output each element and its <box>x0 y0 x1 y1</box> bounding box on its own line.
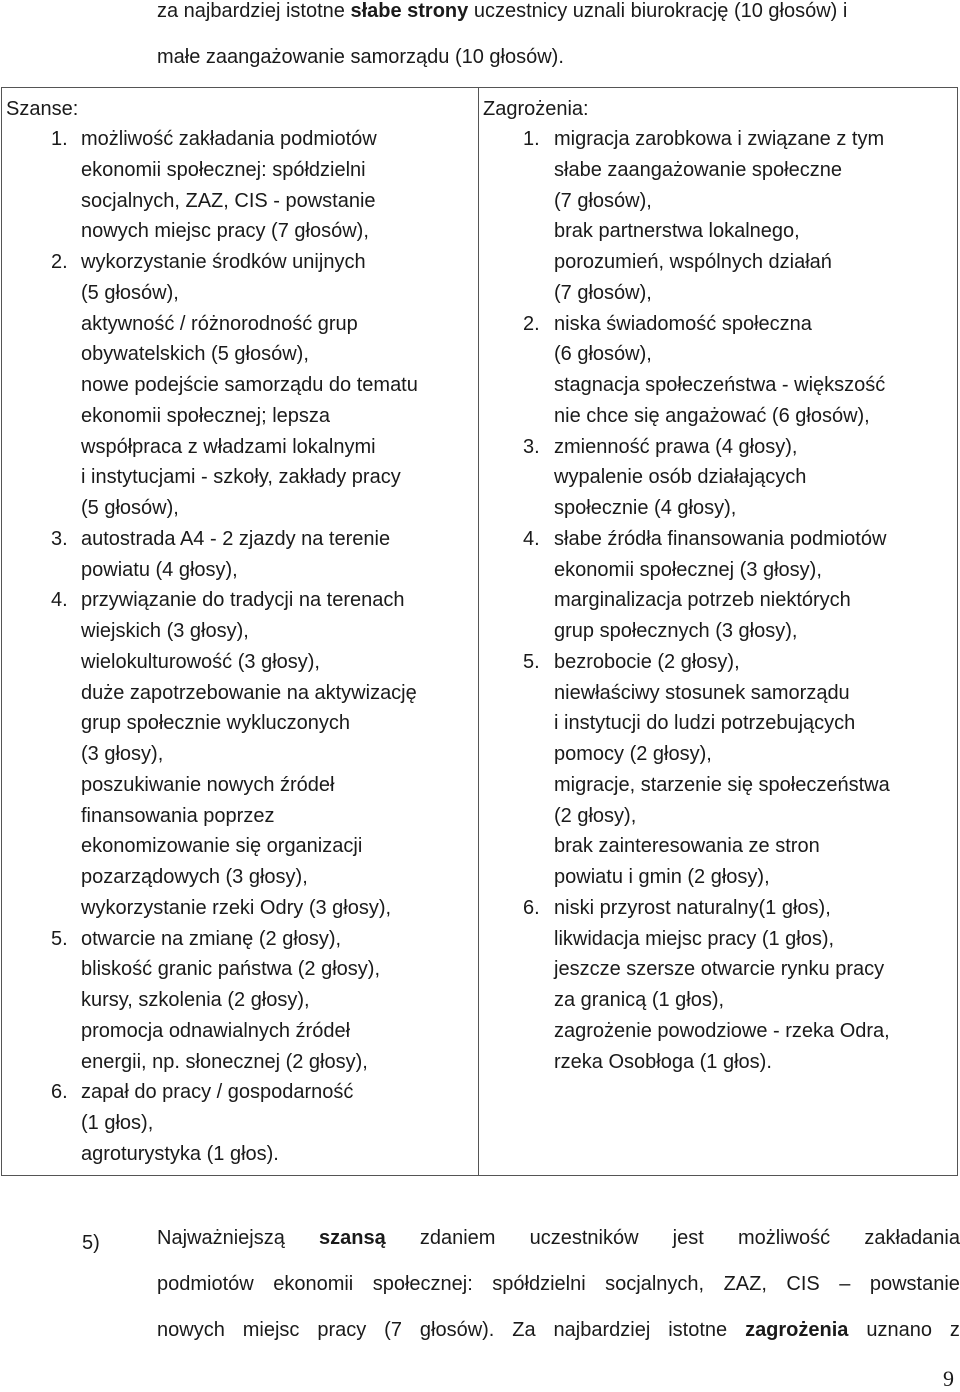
item-line: migracja zarobkowa i związane z tym <box>554 128 885 150</box>
item-line: zagrożenie powodziowe - rzeka Odra, <box>554 1019 890 1042</box>
item-line: bliskość granic państwa (2 głosy), <box>81 958 381 981</box>
item-line: powiatu (4 głosy), <box>81 558 238 581</box>
item-line: (3 głosy), <box>81 743 164 765</box>
list-item <box>483 309 957 432</box>
item-number: 2. <box>51 251 68 273</box>
item-line: niewłaściwy stosunek samorządu <box>554 681 850 704</box>
threats-list <box>483 124 957 1077</box>
item-line: (6 głosów), <box>554 343 652 366</box>
paragraph-line <box>157 1215 960 1261</box>
item-line: brak partnerstwa lokalnego, <box>554 220 800 243</box>
intro-bold: słabe strony <box>350 0 469 22</box>
swot-table <box>1 87 958 1176</box>
paragraph-word: powstanie <box>869 1273 960 1295</box>
list-item <box>6 585 478 923</box>
item-line: socjalnych, ZAZ, CIS - powstanie <box>81 189 376 212</box>
item-line: autostrada A4 - 2 zjazdy na terenie <box>81 527 391 550</box>
item-line: brak zainteresowania ze stron <box>554 835 820 858</box>
item-line: słabe zaangażowanie społeczne <box>554 158 842 181</box>
paragraph-word: – <box>839 1273 851 1295</box>
paragraph-word: socjalnych, <box>605 1273 705 1295</box>
item-line: i instytucji do ludzi potrzebujących <box>554 712 856 735</box>
item-line: duże zapotrzebowanie na aktywizację <box>81 681 417 704</box>
threats-cell <box>479 88 958 1176</box>
item-line: powiatu i gmin (2 głosy), <box>554 866 770 888</box>
item-number: 1. <box>51 128 68 150</box>
item-line: niska świadomość społeczna <box>554 312 812 335</box>
list-item <box>483 524 957 647</box>
item-line: nie chce się angażować (6 głosów), <box>554 404 870 427</box>
item-number: 1. <box>523 128 540 150</box>
paragraph-word: pracy <box>317 1319 367 1341</box>
item-number: 5. <box>51 927 68 950</box>
paragraph-word: CIS <box>786 1273 820 1295</box>
list-item <box>6 124 478 247</box>
item-line: stagnacja społeczeństwa - większość <box>554 374 886 396</box>
item-number: 4. <box>51 589 68 612</box>
item-line: zmienność prawa (4 głosy), <box>554 435 798 458</box>
item-number: 5. <box>523 650 540 673</box>
list-item <box>6 924 478 1078</box>
paragraph-word: zakładania <box>864 1227 960 1249</box>
paragraph-word: najbardziej <box>553 1319 651 1341</box>
item-line: (1 głos), <box>81 1112 154 1134</box>
list-item <box>483 124 957 309</box>
item-number: 2. <box>523 312 540 335</box>
paragraph-word: społecznej: <box>372 1273 473 1295</box>
item-line: grup społecznie wykluczonych <box>81 712 351 735</box>
item-line: słabe źródła finansowania podmiotów <box>554 527 887 550</box>
opportunities-heading: Szanse: <box>6 98 79 120</box>
item-line: i instytucjami - szkoły, zakłady pracy <box>81 466 401 489</box>
list-item <box>6 1077 478 1169</box>
opportunities-list <box>6 124 478 1170</box>
paragraph-word: Najważniejszą <box>157 1227 285 1249</box>
item-line: wiejskich (3 głosy), <box>81 620 249 642</box>
item-line: bezrobocie (2 głosy), <box>554 650 740 673</box>
item-line: rzeka Osobłoga (1 głos). <box>554 1050 772 1073</box>
paragraph-word: szansą <box>318 1227 386 1249</box>
item-number: 6. <box>51 1081 68 1104</box>
paragraph-word: nowych <box>157 1319 225 1341</box>
item-line: ekonomii społecznej: spółdzielni <box>81 158 366 181</box>
list-item <box>483 647 957 893</box>
paragraph-word: z <box>949 1319 960 1341</box>
item-number: 3. <box>51 527 68 550</box>
list-item <box>6 524 478 586</box>
item-line: porozumień, wspólnych działań <box>554 251 832 273</box>
item-line: współpraca z władzami lokalnymi <box>81 435 376 458</box>
item-line: (5 głosów), <box>81 281 179 304</box>
item-line: wypalenie osób działających <box>554 466 807 489</box>
threats-heading: Zagrożenia: <box>483 98 589 120</box>
item-line: wykorzystanie środków unijnych <box>81 251 366 273</box>
list-item <box>483 432 957 524</box>
item-line: (2 głosy), <box>554 804 637 827</box>
paragraph-word: uznano <box>866 1319 932 1341</box>
item-line: (7 głosów), <box>554 189 652 212</box>
item-line: marginalizacja potrzeb niektórych <box>554 589 851 612</box>
item-line: społecznie (4 głosy), <box>554 497 737 519</box>
intro-line-2: małe zaangażowanie samorządu (10 głosów). <box>157 46 564 68</box>
item-line: grup społecznych (3 głosy), <box>554 620 798 642</box>
item-line: przywiązanie do tradycji na terenach <box>81 589 405 612</box>
item-line: nowych miejsc pracy (7 głosów), <box>81 220 369 243</box>
paragraph-word: miejsc <box>242 1319 300 1341</box>
item-line: ekonomii społecznej; lepsza <box>81 404 331 427</box>
paragraph-word: zagrożenia <box>745 1319 849 1341</box>
point5-paragraph <box>157 1215 960 1353</box>
item-line: możliwość zakładania podmiotów <box>81 128 377 150</box>
item-number: 3. <box>523 435 540 458</box>
item-line: (5 głosów), <box>81 497 179 519</box>
paragraph-word: zdaniem <box>419 1227 496 1249</box>
item-line: nowe podejście samorządu do tematu <box>81 374 418 396</box>
paragraph-word: głosów). <box>419 1319 495 1341</box>
item-line: pomocy (2 głosy), <box>554 743 712 765</box>
item-line: finansowania poprzez <box>81 804 275 827</box>
item-line: niski przyrost naturalny(1 głos), <box>554 896 831 919</box>
intro-text: uczestnicy uznali biurokrację (10 głosów) i <box>468 0 848 22</box>
paragraph-word: istotne <box>668 1319 728 1341</box>
item-line: wielokulturowość (3 głosy), <box>81 650 320 673</box>
item-line: (7 głosów), <box>554 281 652 304</box>
item-line: kursy, szkolenia (2 głosy), <box>81 989 310 1011</box>
item-line: energii, np. słonecznej (2 głosy), <box>81 1050 368 1073</box>
paragraph-word: podmiotów <box>157 1273 254 1295</box>
item-line: promocja odnawialnych źródeł <box>81 1019 351 1042</box>
item-line: likwidacja miejsc pracy (1 głos), <box>554 927 835 950</box>
item-line: ekonomii społecznej (3 głosy), <box>554 558 822 581</box>
item-line: poszukiwanie nowych źródeł <box>81 773 335 796</box>
item-line: wykorzystanie rzeki Odry (3 głosy), <box>81 896 392 919</box>
paragraph-word: spółdzielni <box>492 1273 586 1295</box>
paragraph-word: uczestników <box>529 1227 639 1249</box>
item-line: migracje, starzenie się społeczeństwa <box>554 773 890 796</box>
item-line: pozarządowych (3 głosy), <box>81 866 308 888</box>
item-line: za granicą (1 głos), <box>554 989 725 1011</box>
item-line: otwarcie na zmianę (2 głosy), <box>81 927 342 950</box>
paragraph-word: ZAZ, <box>723 1273 767 1295</box>
page-number: 9 <box>943 1366 954 1391</box>
list-item <box>483 893 957 1078</box>
paragraph-word: ekonomii <box>273 1273 354 1295</box>
item-line: aktywność / różnorodność grup <box>81 312 358 335</box>
item-line: zapał do pracy / gospodarność <box>81 1081 354 1104</box>
opportunities-cell <box>2 88 479 1176</box>
intro-line-1 <box>157 0 847 23</box>
item-line: obywatelskich (5 głosów), <box>81 343 309 366</box>
item-line: agroturystyka (1 głos). <box>81 1142 279 1165</box>
item-number: 6. <box>523 896 540 919</box>
list-item <box>6 247 478 524</box>
paragraph-line <box>157 1261 960 1307</box>
paragraph-word: możliwość <box>737 1227 831 1249</box>
item-number: 4. <box>523 527 540 550</box>
intro-text: za najbardziej istotne <box>157 0 351 22</box>
paragraph-line <box>157 1307 960 1353</box>
paragraph-word: Za <box>512 1319 536 1341</box>
item-line: jeszcze szersze otwarcie rynku pracy <box>554 958 885 981</box>
paragraph-word: (7 <box>384 1319 402 1341</box>
item-line: ekonomizowanie się organizacji <box>81 835 363 858</box>
paragraph-word: jest <box>672 1227 704 1249</box>
point-number: 5) <box>82 1232 100 1254</box>
